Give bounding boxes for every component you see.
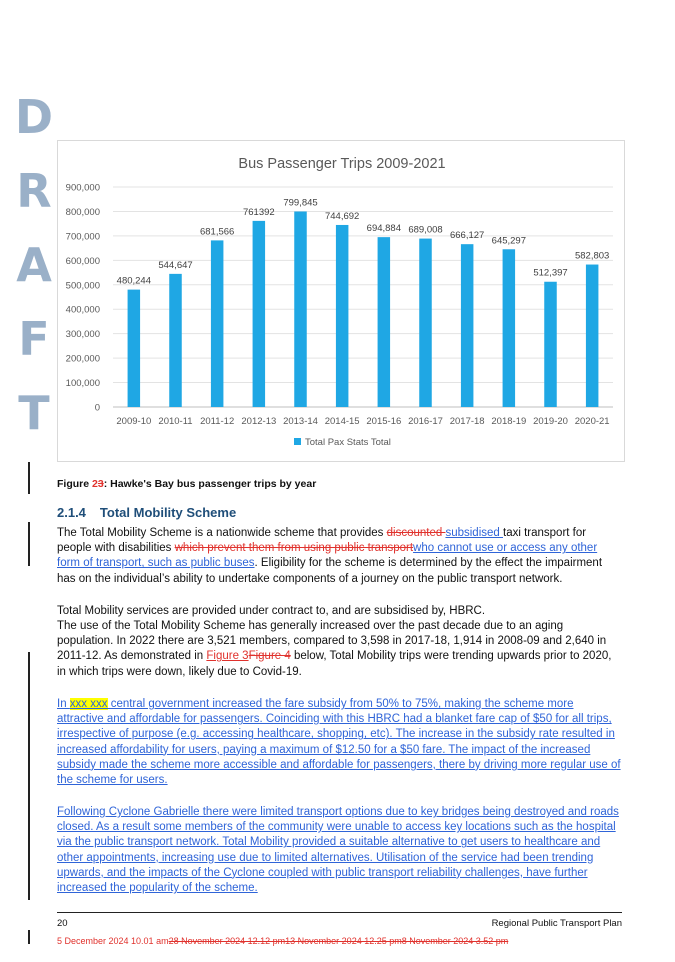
deleted-text: which prevent them from using public transport: [174, 542, 414, 555]
data-label: 512,397: [533, 267, 568, 279]
bar: [419, 239, 432, 407]
change-bar: [28, 522, 30, 566]
caption-text: : Hawke's Bay bus passenger trips by year: [103, 478, 317, 490]
paragraph-usage: [57, 619, 622, 680]
bar: [378, 237, 391, 407]
text-run: central government increased the fare subsidy from 50% to 75%, making the scheme more attractive and affordable for passengers. Coinciding with this HBRC had a blanket fare cap of $50 for all trips, irrespective of purpose (e.g. accessing healthcare, shopping, etc). The increase in the subsidy rate resulted in increased affordability for users, paying a maximum of $12.50 for a $50 fare. The impact of the increased subsidy made the scheme more accessible and affordable for passengers, there by driving more regular use of the scheme for users.: [57, 698, 621, 787]
inserted-text: subsidised: [445, 527, 503, 539]
figure-reference-deleted: Figure 4: [248, 650, 291, 663]
y-tick-label: 300,000: [65, 329, 100, 341]
watermark-letter: R: [16, 164, 52, 218]
bar: [544, 282, 557, 407]
y-tick-label: 700,000: [65, 231, 100, 243]
watermark-letter: D: [14, 90, 54, 144]
legend-swatch: [294, 438, 301, 445]
x-tick-label: 2010-11: [158, 416, 193, 427]
text-run: The Total Mobility Scheme is a nationwide scheme that provides: [57, 527, 387, 539]
figure-reference-new[interactable]: Figure 3: [206, 650, 249, 663]
data-label: 761392: [242, 206, 275, 218]
deleted-text: discounted: [386, 527, 446, 539]
timestamp-current: 5 December 2024 10.01 am: [57, 936, 169, 946]
change-bar: [28, 462, 30, 494]
y-tick-label: 600,000: [65, 255, 100, 267]
page-number: 20: [57, 918, 68, 929]
x-tick-label: 2013-14: [283, 416, 318, 427]
text-run: In: [57, 698, 70, 710]
bar: [586, 265, 599, 407]
draft-watermark: [12, 92, 56, 462]
change-bar: [28, 652, 30, 900]
x-tick-label: 2012-13: [241, 416, 277, 427]
section-title: Total Mobility Scheme: [99, 505, 237, 520]
data-label: 689,008: [408, 224, 443, 236]
paragraph-fare-subsidy: [57, 697, 622, 788]
bar: [461, 244, 474, 407]
caption-number-new: 2: [92, 478, 98, 490]
caption-prefix: Figure: [57, 478, 93, 490]
paragraph-cyclone: Following Cyclone Gabrielle there were limited transport options due to key bridges being destroyed and roads closed. As a result some members of the community were unable to access key locations such as the hospital via the public transport network. Total Mobility provided a suitable alternative to get users to healthcare and other appointments, increasing use due to limited alternatives. Utilisation of the service had been trending upwards, and the impacts of the Cyclone coupled with public transport reliability challenges, have further increased the popularity of the scheme.: [57, 806, 619, 895]
data-label: 544,647: [158, 259, 193, 271]
y-tick-label: 100,000: [65, 378, 100, 390]
bar: [294, 211, 307, 407]
paragraph-intro: [57, 526, 622, 587]
inserted-text: who cannot use or access any other form of transport, such as public buses: [57, 542, 598, 570]
bar-chart: [57, 140, 625, 462]
y-tick-label: 400,000: [65, 304, 100, 316]
y-tick-label: 900,000: [65, 182, 100, 194]
x-tick-label: 2020-21: [574, 416, 610, 427]
x-tick-label: 2019-20: [533, 416, 568, 427]
data-label: 744,692: [324, 210, 360, 222]
data-label: 582,803: [574, 250, 610, 262]
x-tick-label: 2014-15: [324, 416, 360, 427]
paragraph-contract: Total Mobility services are provided under contract to, and are subsidised by, HBRC.: [57, 605, 486, 617]
document-title: Regional Public Transport Plan: [491, 918, 622, 929]
data-label: 694,884: [366, 223, 402, 235]
chart-canvas: [58, 141, 626, 463]
data-label: 666,127: [449, 230, 485, 242]
data-label: 645,297: [491, 235, 527, 247]
x-tick-label: 2016-17: [408, 416, 443, 427]
x-tick-label: 2017-18: [449, 416, 485, 427]
caption-number-deleted: 3: [97, 478, 104, 490]
watermark-letter: T: [18, 386, 50, 440]
data-label: 799,845: [283, 197, 318, 209]
x-tick-label: 2011-12: [200, 416, 235, 427]
figure-caption: [57, 478, 316, 490]
bar: [336, 225, 349, 407]
text-run: below, Total Mobility trips were trending upwards prior to 2020, in which trips were down, likely due to Covid-19.: [57, 650, 612, 678]
revision-timestamp: [57, 936, 508, 946]
highlighted-placeholder: xxx xxx: [69, 698, 108, 710]
y-tick-label: 0: [94, 402, 100, 414]
section-heading: [57, 505, 236, 520]
text-run: taxi transport for people with disabilities: [57, 527, 587, 555]
bar: [503, 249, 516, 407]
data-label: 681,566: [199, 226, 235, 238]
x-tick-label: 2009-10: [116, 416, 152, 427]
x-tick-label: 2018-19: [491, 416, 527, 427]
y-tick-label: 500,000: [65, 280, 100, 292]
data-label: 480,244: [116, 275, 152, 287]
y-tick-label: 800,000: [65, 206, 100, 218]
section-number: 2.1.4: [57, 505, 86, 520]
legend-label: Total Pax Stats Total: [305, 437, 391, 448]
y-tick-label: 200,000: [65, 353, 100, 365]
bar: [211, 240, 224, 407]
chart-title: Bus Passenger Trips 2009-2021: [238, 156, 446, 172]
watermark-letter: A: [16, 238, 52, 292]
timestamp-deleted: 28 November 2024 12.12 pm13 November 2024 12.25 pm8 November 2024 3.52 pm: [168, 936, 509, 946]
footer-rule: [57, 912, 622, 913]
watermark-letter: F: [18, 312, 50, 366]
change-bar: [28, 930, 30, 944]
bar: [128, 290, 141, 407]
x-tick-label: 2015-16: [366, 416, 402, 427]
bar: [169, 274, 182, 407]
bar: [253, 221, 265, 407]
text-run: The use of the Total Mobility Scheme has generally increased over the past decade due to an aging population. In 2022 there are 3,521 members, compared to 3,598 in 2017-18, 1,914 in 2008-09 and 2,640 in 2011-12. As demonstrated in: [57, 620, 607, 663]
text-run: . Eligibility for the scheme is determined by the effect the impairment has on the individual’s ability to undertake components of a journey on the public transport network.: [57, 557, 603, 585]
